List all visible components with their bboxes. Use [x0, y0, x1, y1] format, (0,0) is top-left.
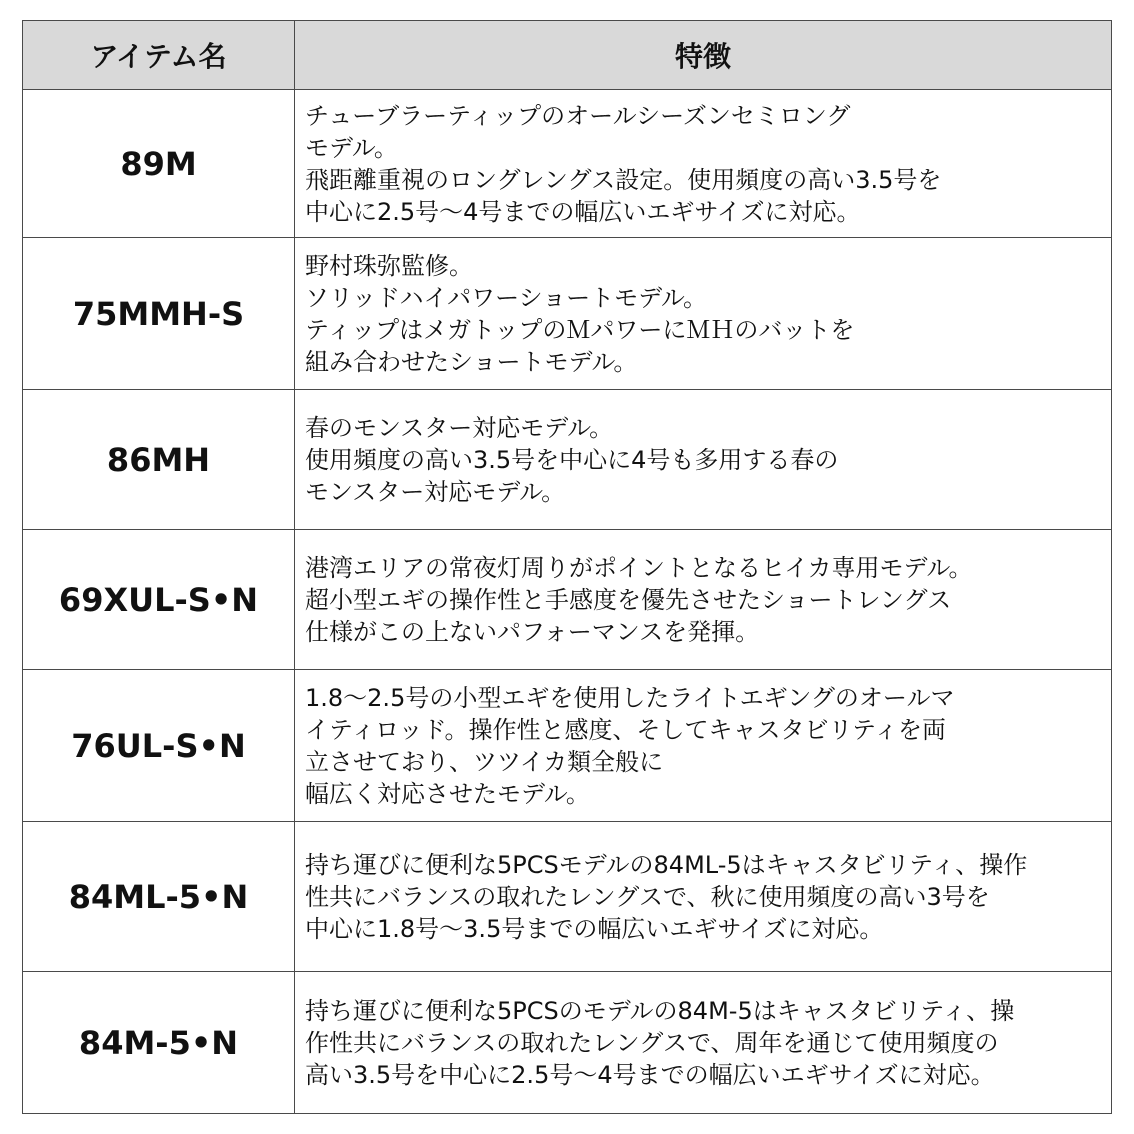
description-line: モデル。: [305, 133, 398, 162]
item-description: [295, 90, 1112, 238]
table-row: [23, 670, 1112, 822]
description-line: 幅広く対応させたモデル。: [305, 779, 590, 808]
description-line: 港湾エリアの常夜灯周りがポイントとなるヒイカ専用モデル。: [305, 553, 973, 582]
description-line: 作性共にバランスの取れたレングスで、周年を通じて使用頻度の: [305, 1028, 999, 1057]
description-line: 仕様がこの上ないパフォーマンスを発揮。: [305, 617, 760, 646]
description-line: 組み合わせたショートモデル。: [305, 347, 638, 376]
item-name: 75MMH-S: [23, 238, 295, 390]
description-line: 飛距離重視のロングレングス設定。使用頻度の高い3.5号を: [305, 165, 942, 194]
description-line: 持ち運びに便利な5PCSモデルの84ML-5はキャスタビリティ、操作: [305, 850, 1028, 879]
header-row: [23, 21, 1112, 90]
description-line: モンスター対応モデル。: [305, 477, 566, 506]
description-line: 野村珠弥監修。: [305, 251, 473, 280]
item-name: 76UL-S•N: [23, 670, 295, 822]
header-features: 特徴: [295, 21, 1112, 90]
item-description: [295, 530, 1112, 670]
item-name: 84M-5•N: [23, 972, 295, 1114]
description-line: 持ち運びに便利な5PCSのモデルの84M-5はキャスタビリティ、操: [305, 996, 1015, 1025]
description-line: 性共にバランスの取れたレングスで、秋に使用頻度の高い3号を: [305, 882, 990, 911]
description-line: 中心に1.8号～3.5号までの幅広いエギサイズに対応。: [305, 914, 884, 943]
description-line: 使用頻度の高い3.5号を中心に4号も多用する春の: [305, 445, 839, 474]
description-line: 中心に2.5号～4号までの幅広いエギサイズに対応。: [305, 197, 861, 226]
table-row: [23, 972, 1112, 1114]
item-name: 89M: [23, 90, 295, 238]
description-line: 春のモンスター対応モデル。: [305, 413, 614, 442]
item-description: [295, 972, 1112, 1114]
item-name: 86MH: [23, 390, 295, 530]
item-description: [295, 390, 1112, 530]
description-line: 1.8～2.5号の小型エギを使用したライトエギングのオールマ: [305, 683, 955, 712]
item-name: 69XUL-S•N: [23, 530, 295, 670]
description-line: イティロッド。操作性と感度、そしてキャスタビリティを両: [305, 715, 947, 744]
item-name: 84ML-5•N: [23, 822, 295, 972]
table-row: [23, 390, 1112, 530]
description-line: ティップはメガトップのＭパワーにＭＨのバットを: [305, 315, 855, 344]
spec-table: [22, 20, 1112, 1114]
table-row: [23, 90, 1112, 238]
table-row: [23, 238, 1112, 390]
description-line: 超小型エギの操作性と手感度を優先させたショートレングス: [305, 585, 952, 614]
table-row: [23, 530, 1112, 670]
description-line: 立させており、ツツイカ類全般に: [305, 747, 664, 776]
description-line: チューブラーティップのオールシーズンセミロング: [305, 101, 851, 130]
item-description: [295, 822, 1112, 972]
description-line: 高い3.5号を中心に2.5号～4号までの幅広いエギサイズに対応。: [305, 1060, 995, 1089]
table-row: [23, 822, 1112, 972]
description-line: ソリッドハイパワーショートモデル。: [305, 283, 707, 312]
item-description: [295, 670, 1112, 822]
item-description: [295, 238, 1112, 390]
header-item-name: アイテム名: [23, 21, 295, 90]
